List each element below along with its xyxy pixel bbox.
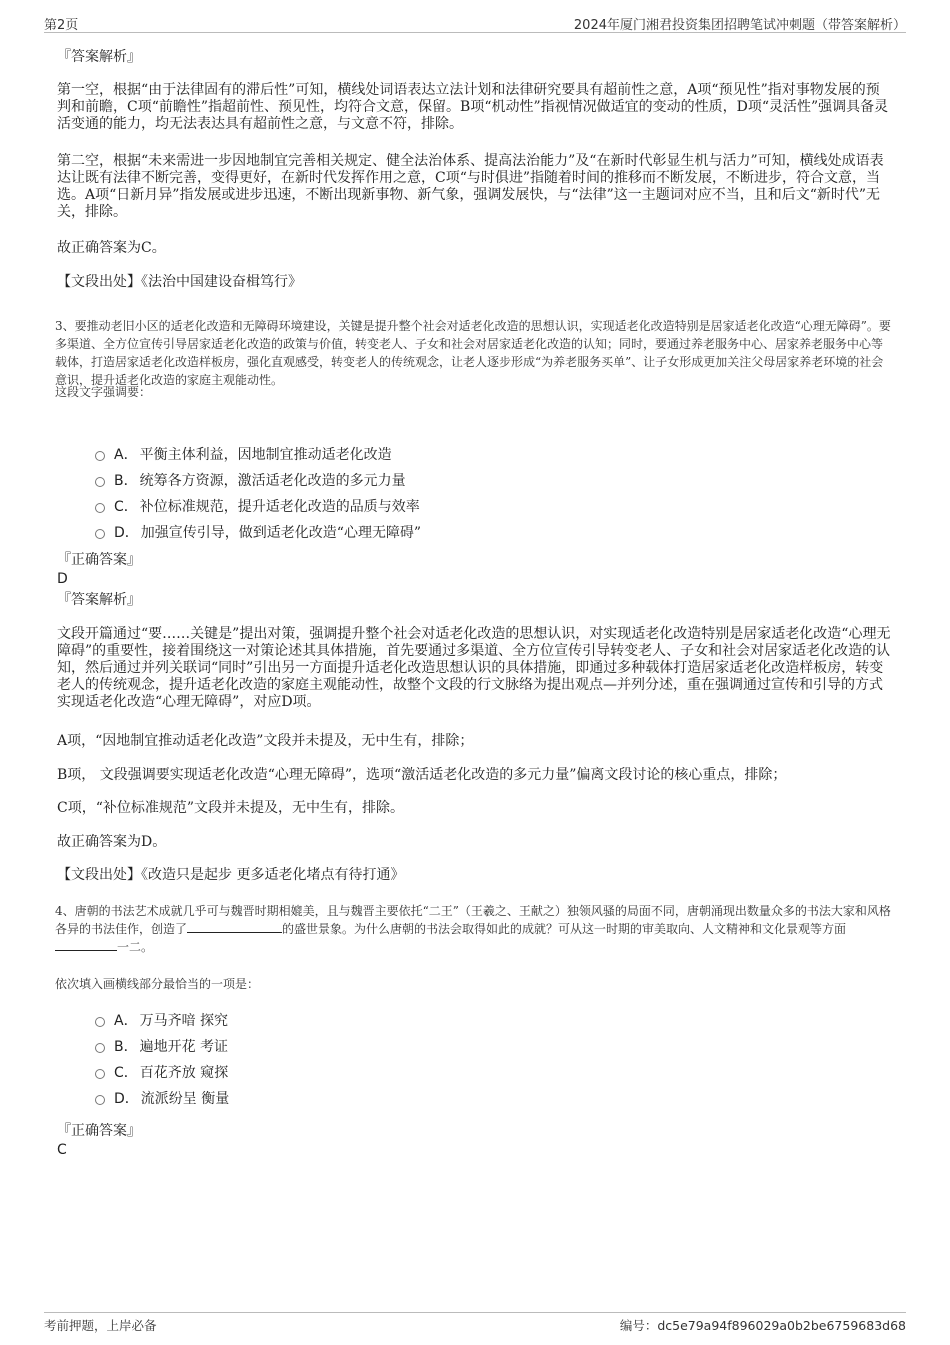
q4-option-a[interactable] [95,1007,229,1033]
option-letter: A． [114,447,138,463]
q4-option-d[interactable] [95,1085,229,1111]
option-text: 遍地开花 考证 [139,1039,229,1055]
q3-option-a[interactable] [95,441,421,467]
radio-icon[interactable] [95,1069,105,1079]
q2-conclusion: 故正确答案为C。 [57,240,166,256]
page-footer [44,1312,906,1334]
q3-prompt: 这段文字强调要： [55,385,152,399]
radio-icon[interactable] [95,451,105,461]
footer-slogan: 考前押题，上岸必备 [44,1318,157,1333]
q4-blank-1[interactable] [187,920,282,933]
radio-icon[interactable] [95,1017,105,1027]
q4-correct-label: 『正确答案』 [57,1123,141,1139]
q4-option-c[interactable] [95,1059,229,1085]
q3-option-c[interactable] [95,493,421,519]
q3-correct-answer: D [57,571,68,587]
q3-analysis-label: 『答案解析』 [57,592,141,608]
q4-stem [55,902,891,956]
document-title: 2024年厦门湘君投资集团招聘笔试冲刺题（带答案解析） [573,18,906,33]
option-text: 加强宣传引导，做到适老化改造“心理无障碍” [140,525,422,541]
q3-analysis-b: B项， 文段强调要实现适老化改造“心理无障碍”，选项“激活适老化改造的多元力量”偏离文段讨论的核心重点，排除； [57,767,787,783]
q3-analysis-a: A项，“因地制宜推动适老化改造”文段并未提及，无中生有，排除； [57,733,474,749]
option-text: 万马齐喑 探究 [139,1013,229,1029]
option-letter: C． [114,499,138,515]
q4-stem-part1: 4、唐朝的书法艺术成就几乎可与魏晋时期相媲美，且与魏晋主要依托“二王”（王羲之、王献之）独领风骚的局面不同，唐朝涌现出数量众多的书法大家和风格各异的书法佳作，创造了 [55,904,891,936]
q3-options [95,441,421,545]
q4-correct-answer: C [57,1142,67,1158]
option-text: 流派纷呈 衡量 [140,1091,230,1107]
q2-analysis-label: 『答案解析』 [57,49,141,65]
document-code: 编号：dc5e79a94f896029a0b2be6759683d68 [619,1318,906,1333]
page-number: 第2页 [44,18,79,33]
option-text: 平衡主体利益，因地制宜推动适老化改造 [139,447,392,463]
q3-option-b[interactable] [95,467,421,493]
q3-source: 【文段出处】《改造只是起步 更多适老化堵点有待打通》 [57,867,405,883]
option-letter: B． [114,1039,138,1055]
q2-analysis-para1: 第一空，根据“由于法律固有的滞后性”可知，横线处词语表达立法计划和法律研究要具有超前性之意，A项“预见性”指对事物发展的预判和前瞻，C项“前瞻性”指超前性、预见性，均符合文意，保留。B项“机动性”指视情况做适宜的变动的性质，D项“灵活性”强调具备灵活变通的能力，均无法表达具有超前性之意，与文意不符，排除。 [57,82,889,132]
option-letter: A． [114,1013,138,1029]
q2-source: 【文段出处】《法治中国建设奋楫笃行》 [57,274,302,290]
q4-stem-part3: 一二。 [117,940,154,954]
page-header [44,10,906,33]
q3-analysis-para1: 文段开篇通过“要……关键是”提出对策，强调提升整个社会对适老化改造的思想认识，对实现适老化改造特别是居家适老化改造“心理无障碍”的重要性，接着围绕这一对策论述其具体措施，首先要通过多渠道、全方位宣传引导转变老人、子女和社会对居家适老化改造的认知，然后通过并列关联词“同时”引出另一方面提升适老化改造思想认识的具体措施，即通过多种载体打造居家适老化改造样板房，转变老人的传统观念，提升适老化改造的家庭主观能动性，故整个文段的行文脉络为提出观点—并列分述，重在强调通过宣传和引导的方式实现适老化改造“心理无障碍”，对应D项。 [57,626,891,710]
q4-option-b[interactable] [95,1033,229,1059]
option-letter: B． [114,473,138,489]
q3-stem: 3、要推动老旧小区的适老化改造和无障碍环境建设，关键是提升整个社会对适老化改造的思想认识，实现适老化改造特别是居家适老化改造“心理无障碍”。要多渠道、全方位宣传引导居家适老化改造的政策与价值，转变老人、子女和社会对居家适老化改造的认知；同时，要通过养老服务中心、居家养老服务中心等载体，打造居家适老化改造样板房，强化直观感受，转变老人的传统观念，让老人逐步形成“为养老服务买单”、让子女形成更加关注父母居家养老环境的社会意识，提升适老化改造的家庭主观能动性。 [55,319,891,387]
option-letter: D． [114,525,139,541]
q4-stem-part2: 的盛世景象。为什么唐朝的书法会取得如此的成就？可从这一时期的审美取向、人文精神和文化景观等方面 [282,922,847,936]
radio-icon[interactable] [95,503,105,513]
q4-options [95,1007,229,1111]
radio-icon[interactable] [95,1043,105,1053]
radio-icon[interactable] [95,477,105,487]
q3-option-d[interactable] [95,519,421,545]
q4-prompt: 依次填入画横线部分最恰当的一项是： [55,977,260,991]
q3-analysis-c: C项，“补位标准规范”文段并未提及，无中生有，排除。 [57,800,405,816]
option-letter: D． [114,1091,139,1107]
option-letter: C． [114,1065,138,1081]
option-text: 百花齐放 窥探 [139,1065,229,1081]
q2-analysis-para2: 第二空，根据“未来需进一步因地制宜完善相关规定、健全法治体系、提高法治能力”及“在新时代彰显生机与活力”可知，横线处成语表达让既有法律不断完善，变得更好，在新时代发挥作用之意，C项“与时俱进”指随着时间的推移而不断发展，不断进步，符合文意，当选。A项“日新月异”指发展或进步迅速，不断出现新事物、新气象，强调发展快，与“法律”这一主题词对应不当，且和后文“新时代”无关，排除。 [57,153,884,220]
option-text: 统筹各方资源，激活适老化改造的多元力量 [139,473,406,489]
q3-conclusion: 故正确答案为D。 [57,834,167,850]
radio-icon[interactable] [95,529,105,539]
q4-blank-2[interactable] [55,938,117,951]
radio-icon[interactable] [95,1095,105,1105]
option-text: 补位标准规范，提升适老化改造的品质与效率 [139,499,420,515]
q3-correct-label: 『正确答案』 [57,552,141,568]
